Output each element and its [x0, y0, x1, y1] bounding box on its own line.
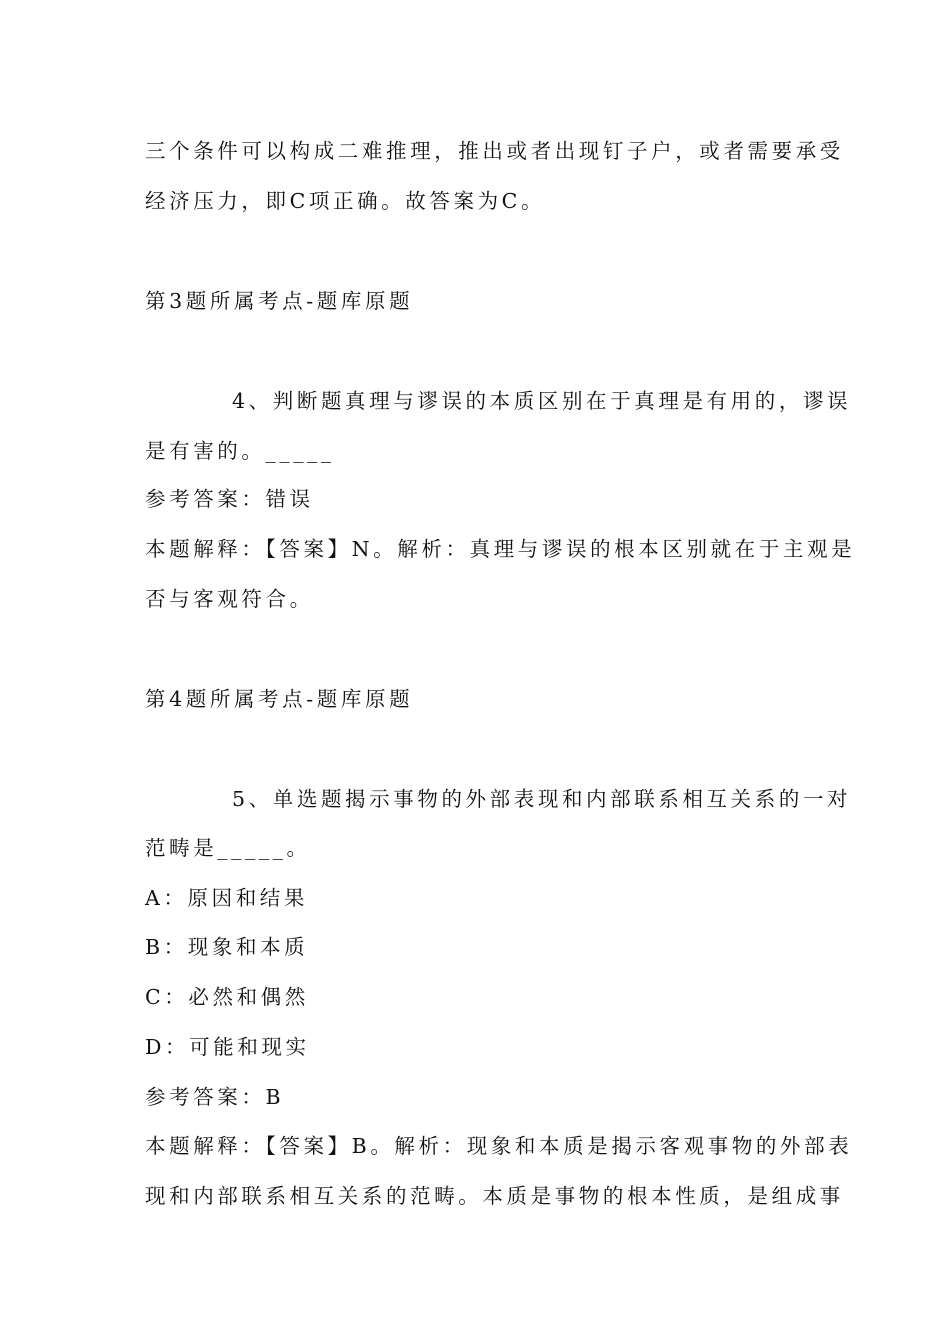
option-c: C：必然和偶然 [145, 985, 309, 1009]
question-text: 5、单选题揭示事物的外部表现和内部联系相互关系的一对 [232, 787, 852, 811]
explanation-text: 本题解释：【答案】B。解析：现象和本质是揭示客观事物的外部表 [145, 1134, 853, 1158]
section-heading: 第4题所属考点-题库原题 [145, 687, 414, 711]
option-a: A：原因和结果 [145, 886, 309, 910]
question-text: 是有害的。_____ [145, 439, 335, 463]
explanation-text: 否与客观符合。 [145, 587, 314, 611]
explanation-text: 现和内部联系相互关系的范畴。本质是事物的根本性质，是组成事 [145, 1184, 844, 1208]
option-d: D：可能和现实 [145, 1035, 310, 1059]
question-text: 4、判断题真理与谬误的本质区别在于真理是有用的，谬误 [232, 389, 852, 413]
question-text: 范畴是_____。 [145, 836, 311, 860]
paragraph-line: 三个条件可以构成二难推理，推出或者出现钉子户，或者需要承受 [145, 139, 844, 163]
section-heading: 第3题所属考点-题库原题 [145, 289, 414, 313]
explanation-text: 本题解释：【答案】N。解析：真理与谬误的根本区别就在于主观是 [145, 537, 856, 561]
reference-answer: 参考答案：B [145, 1085, 285, 1109]
option-b: B：现象和本质 [145, 935, 309, 959]
paragraph-line: 经济压力，即C项正确。故答案为C。 [145, 189, 546, 213]
reference-answer: 参考答案：错误 [145, 487, 314, 511]
